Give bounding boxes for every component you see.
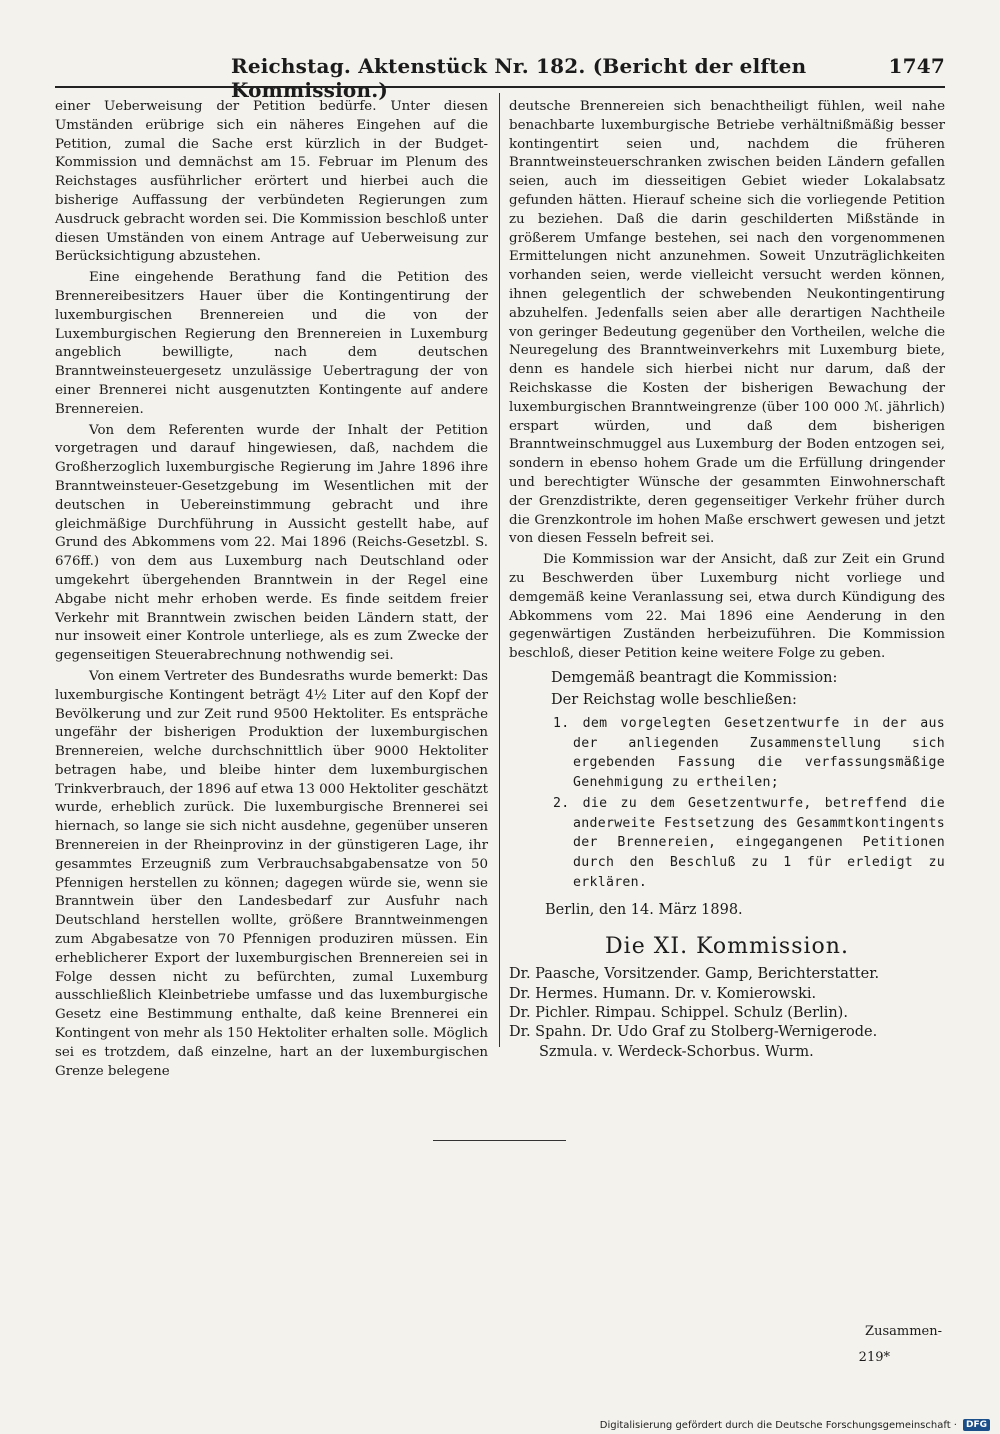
paragraph: deutsche Brennereien sich benachtheiligt fühlen, weil nahe benachbarte luxemburgische Betriebe verhältnißmäßig besser kontingentirt seien und, nachdem die früheren Branntweinsteuerschranken zwischen beiden Ländern gefallen seien, auch im diesseitigen Gebiet wieder Lokalabsatz gefunden hätten. Hierauf scheine sich die vorliegende Petition zu beziehen. Daß die darin geschilderten Mißstände in größerem Umfange bestehen, sei nach den vorgenommenen Ermittelungen nicht anzunehmen. Soweit Unzuträglichkeiten vorhanden seien, werde vielleicht versucht werden können, ihnen gelegentlich der schwebenden Neukontingentirung abzuhelfen. Jedenfalls seien aber alle derartigen Nachtheile von geringer Bedeutung gegenüber den Vortheilen, welche die Neuregelung des Branntweinverkehrs mit Luxemburg biete, denn es handele sich hierbei nicht nur darum, daß der Reichskasse die Kosten der bisherigen Bewachung der luxemburgischen Branntweingrenze (über 100 000 ℳ. jährlich) erspart würden, und daß dem bisherigen Branntweinschmuggel aus Luxemburg der Boden entzogen sei, sondern in ebenso hohem Grade um die Erfüllung dringender und berechtigter Wünsche der gesammten Einwohnerschaft der Grenzdistrikte, deren gegenseitiger Verkehr früher durch die Grenzkontrole im hohen Maße erschwert gewesen und jetzt von diesen Fesseln befreit sei. [509,99,945,547]
column-divider [499,93,500,1047]
members-list [509,965,945,1062]
date-line: Berlin, den 14. März 1898. [545,902,743,919]
end-rule [433,1140,566,1141]
page-number: 1747 [888,54,945,78]
members-line: Szmula. v. Werdeck-Schorbus. Wurm. [539,1043,814,1060]
motion-item: 2. die zu dem Gesetzentwurfe, betreffend die anderweite Festsetzung des Gesammtkontingents der Brennereien, eingegangenen Petitionen durch den Beschluß zu 1 für erledigt zu erklären. [553,796,945,890]
paragraph: Von einem Vertreter des Bundesraths wurde bemerkt: Das luxemburgische Kontingent beträgt 4½ Liter auf den Kopf der Bevölkerung und zur Zeit rund 9500 Hektoliter. Es entspräche ungefähr der bisherigen Produktion der luxemburgischen Brennereien, welche durchschnittlich über 9000 Hektoliter betragen habe, und bleibe hinter dem luxemburgischen Trinkverbrauch, der 1896 auf etwa 13 000 Hektoliter geschätzt wurde, erheblich zurück. Die luxemburgische Brennerei sei hiernach, so lange sie sich nicht ausdehne, gegenüber unseren Brennereien in der Rheinprovinz in der günstigeren Lage, ihr gesammtes Erzeugniß zum Verbrauchsabgabensatze von 50 Pfennigen herstellen zu können; dagegen würde sie, wenn sie Branntwein über den Landesbedarf zur Ausfuhr nach Deutschland herstellen wollte, größere Branntweinmengen zum Abgabesatze von 70 Pfennigen produziren müssen. Ein erheblicherer Export der luxemburgischen Brennereien sei in Folge dessen nicht zu befürchten, zumal Luxemburg ausschließlich Kleinbetriebe umfasse und das luxemburgische Gesetz eine Bestimmung enthalte, daß keine Brennerei ein Kontingent von mehr als 150 Hektoliter erhalten solle. Möglich sei es trotzdem, daß einzelne, hart an der luxemburgischen Grenze belegene [55,668,488,1079]
right-column [509,98,945,1062]
members-line: Dr. Spahn. Dr. Udo Graf zu Stolberg-Wernigerode. [509,1024,878,1041]
motion-intro: Demgemäß beantragt die Kommission: [551,669,838,686]
digitization-footer [600,1419,990,1431]
left-column [55,98,488,1083]
motion-resolve: Der Reichstag wolle beschließen: [551,691,797,708]
catchword: Zusammen- [865,1324,942,1339]
dfg-logo-icon: DFG [963,1419,990,1431]
motion-item: 1. dem vorgelegten Gesetzentwurfe in der aus der anliegenden Zusammenstellung sich ergebenden Fassung die verfassungsmäßige Genehmigung zu ertheilen; [553,715,945,790]
paragraph: Die Kommission war der Ansicht, daß zur Zeit ein Grund zu Beschwerden über Luxemburg nicht vorliege und demgemäß keine Veranlassung sei, etwa durch Kündigung des Abkommens vom 22. Mai 1896 eine Aenderung in den gegenwärtigen Zuständen herbeizuführen. Die Kommission beschloß, dieser Petition keine weitere Folge zu geben. [509,552,945,662]
header-title: Reichstag. Aktenstück Nr. 182. (Bericht der elften Kommission.) [231,54,807,102]
members-line: Dr. Paasche, Vorsitzender. Gamp, Berichterstatter. [509,966,880,983]
signature-mark: 219* [858,1350,890,1365]
paragraph: Von dem Referenten wurde der Inhalt der Petition vorgetragen und darauf hingewiesen, daß, nachdem die Großherzoglich luxemburgische Regierung im Jahre 1896 ihre Branntweinsteuer-Gesetzgebung im Wesentlichen mit der deutschen in Uebereinstimmung gebracht und ihre gleichmäßige Durchführung in Aussicht gestellt habe, auf Grund des Abkommens vom 22. Mai 1896 (Reichs-Gesetzbl. S. 676ff.) von dem aus Luxemburg nach Deutschland oder umgekehrt übergehenden Branntwein in der Regel eine Abgabe nicht mehr erhoben werde. Es finde seitdem freier Verkehr mit Branntwein zwischen beiden Ländern statt, der nur insoweit einer Kontrole unterliege, als es zum Zwecke der gegenseitigen Steuerabrechnung nothwendig sei. [55,422,488,664]
members-line: Dr. Pichler. Rimpau. Schippel. Schulz (Berlin). [509,1005,848,1022]
header-rule [55,86,945,88]
running-header [55,50,945,102]
paragraph: Eine eingehende Berathung fand die Petition des Brennereibesitzers Hauer über die Kontingentirung der luxemburgischen Brennereien und die von der Luxemburgischen Regierung den Brennereien in Luxemburg angeblich bewilligte, nach dem deutschen Branntweinsteuergesetz unzulässige Uebertragung der von einer Brennerei nicht ausgenutzten Kontingente auf andere Brennereien. [55,270,488,417]
members-line: Dr. Hermes. Humann. Dr. v. Komierowski. [509,985,817,1002]
paragraph: einer Ueberweisung der Petition bedürfe. Unter diesen Umständen erübrige sich ein näheres Eingehen auf die Petition, zumal die Sache erst kürzlich in der Budget-Kommission und demnächst am 15. Februar im Plenum des Reichstages ausführlicher erörtert und hierbei auch die bisherige Auffassung der verbündeten Regierungen zum Ausdruck gebracht worden sei. Die Kommission beschloß unter diesen Umständen von einem Antrage auf Ueberweisung zur Berücksichtigung abzustehen. [55,99,488,265]
footer-text: Digitalisierung gefördert durch die Deutsche Forschungsgemeinschaft · [599,1419,957,1431]
commission-title: Die XI. Kommission. [605,934,849,960]
